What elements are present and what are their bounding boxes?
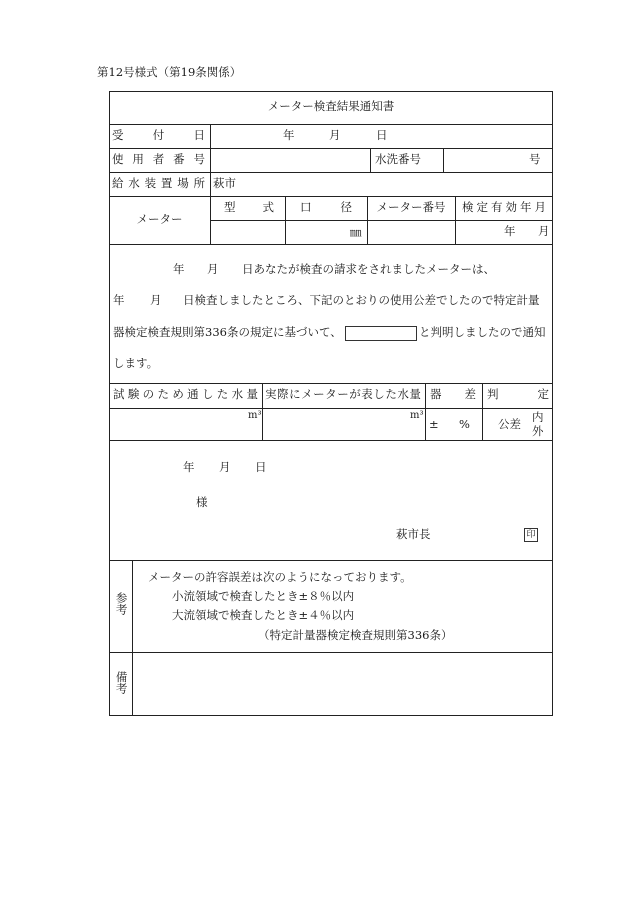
error-sign: ±	[429, 417, 439, 431]
label-char: タ	[325, 387, 337, 401]
label-char: た	[216, 387, 229, 401]
label-char: 差	[464, 387, 476, 401]
receipt-label	[112, 130, 205, 142]
rule-after-user-number	[109, 172, 553, 173]
label-char: 験	[127, 387, 140, 401]
notice-line3-start: 器検定検査規則第336条の規定に基づいて、	[113, 325, 342, 339]
flush-number-suffix: 号	[529, 152, 541, 166]
user-number-label	[112, 154, 205, 166]
label-char: 号	[193, 152, 205, 166]
rule-flush-label-right	[443, 148, 444, 172]
label-char: 口	[300, 200, 312, 214]
form-number: 第12号様式（第19条関係）	[97, 65, 242, 79]
label-char: 効	[505, 200, 517, 214]
rule-results-col-3	[482, 383, 483, 440]
flush-number-label: 水洗番号	[375, 152, 421, 166]
test-volume-unit: m³	[248, 410, 262, 421]
notice-line4: します。	[113, 356, 159, 370]
judgment-inside: 内	[532, 410, 544, 424]
notice-line1-month: 月	[207, 262, 219, 276]
label-char: 器	[430, 387, 442, 401]
label-char: 判	[487, 387, 499, 401]
receipt-day: 日	[376, 128, 388, 142]
rule-meter-col-3	[455, 196, 456, 244]
rule-after-results-values	[109, 440, 553, 441]
label-char: 水	[231, 387, 244, 401]
rule-meter-mid	[210, 220, 553, 221]
label-char: 定	[537, 387, 549, 401]
label-char: 所	[193, 176, 205, 190]
label-char: に	[289, 387, 301, 401]
location-value: 萩市	[213, 176, 236, 190]
meter-diameter-header	[300, 202, 352, 214]
error-header	[430, 389, 476, 401]
rule-after-location	[109, 196, 553, 197]
label-char: 日	[193, 128, 205, 142]
test-volume-header	[113, 389, 258, 401]
rule-results-col-2	[425, 383, 426, 440]
rule-after-receipt	[109, 148, 553, 149]
issue-year: 年	[183, 460, 195, 474]
judgment-header	[487, 389, 549, 401]
meter-diameter-unit: ㎜	[350, 225, 362, 239]
notice-line1-text: 日あなたが検査の請求をされましたメーターは、	[242, 262, 495, 276]
label-char: が	[349, 387, 361, 401]
rule-after-meter	[109, 244, 553, 245]
label-char: め	[172, 387, 184, 401]
receipt-month: 月	[329, 128, 341, 142]
label-char: 通	[187, 387, 199, 401]
rule-after-issue	[109, 560, 553, 561]
notice-line2-text: 日検査しましたところ、下記のとおりの使用公差でしたので特定計量	[183, 293, 540, 307]
meter-volume-unit: m³	[410, 410, 424, 421]
reference-line: メーターの許容誤差は次のようになっております。	[148, 570, 412, 584]
label-char: 式	[262, 200, 274, 214]
label-char: 装	[144, 176, 157, 190]
issuer-name: 萩市長	[396, 527, 431, 541]
judgment-outside: 外	[532, 424, 544, 438]
label-char: 有	[491, 200, 503, 214]
label-char: 置	[160, 176, 173, 190]
label-char: 用	[132, 152, 144, 166]
label-char: 試	[113, 387, 125, 401]
reference-label: 参考	[114, 592, 129, 615]
label-char: 使	[112, 152, 124, 166]
label-char: 場	[177, 176, 189, 190]
rule-meter-col-1	[285, 196, 286, 244]
rule-results-col-1	[262, 383, 263, 440]
label-char: 番	[173, 152, 185, 166]
meter-number-header: メーター番号	[376, 200, 446, 214]
notice-line1-year: 年	[173, 262, 185, 276]
remarks-label: 備考	[114, 671, 129, 694]
label-char: ー	[337, 387, 349, 401]
rule-after-reference	[109, 652, 553, 653]
label-char: 月	[534, 200, 546, 214]
label-char: 定	[476, 200, 488, 214]
label-char: 水	[397, 387, 409, 401]
meter-valid-until-header	[462, 202, 546, 214]
notice-line2-month: 月	[150, 293, 162, 307]
location-label	[112, 178, 205, 190]
meter-label: メーター	[136, 212, 183, 226]
label-char: し	[373, 387, 385, 401]
notice-line3-end: と判明しましたので通知	[419, 325, 546, 339]
form-title: メーター検査結果通知書	[267, 99, 395, 113]
label-char: メ	[301, 387, 313, 401]
meter-volume-header	[265, 389, 421, 401]
meter-valid-year: 年	[504, 224, 516, 238]
result-fill-box	[345, 326, 417, 341]
rule-after-title	[109, 124, 553, 125]
label-char: 受	[112, 128, 124, 142]
rule-side-label-column	[132, 560, 133, 716]
reference-line: 大流領域で検査したとき±４％以内	[172, 608, 355, 622]
meter-valid-month: 月	[538, 224, 550, 238]
error-unit: %	[459, 417, 470, 431]
label-char: 量	[409, 387, 421, 401]
label-char: た	[385, 387, 397, 401]
rule-after-results-header	[109, 408, 553, 409]
label-char: 表	[361, 387, 373, 401]
notice-line2-year: 年	[113, 293, 125, 307]
issue-day: 日	[255, 460, 267, 474]
label-char: 径	[340, 200, 352, 214]
tolerance-label: 公差	[498, 417, 521, 431]
receipt-year: 年	[283, 128, 295, 142]
label-char: 検	[462, 200, 474, 214]
label-char: 年	[520, 200, 532, 214]
label-char: 付	[152, 128, 165, 142]
addressee-suffix: 様	[196, 495, 208, 509]
label-char: し	[201, 387, 214, 401]
label-char: 給	[112, 176, 124, 190]
label-char: 際	[277, 387, 289, 401]
label-char: 量	[246, 387, 258, 401]
label-char: 型	[224, 200, 236, 214]
seal-mark-icon: 印	[524, 528, 538, 542]
reference-line: 小流領域で検査したとき±８％以内	[172, 589, 355, 603]
meter-model-header	[224, 202, 274, 214]
rule-flush-label-left	[370, 148, 371, 172]
rule-after-notice	[109, 383, 553, 384]
label-char: の	[142, 387, 155, 401]
label-char: た	[157, 387, 169, 401]
reference-line: （特定計量器検定検査規則第336条）	[258, 628, 453, 642]
label-char: 水	[128, 176, 140, 190]
issue-month: 月	[219, 460, 231, 474]
label-char: 実	[265, 387, 277, 401]
label-char: 者	[152, 152, 165, 166]
label-char: ー	[313, 387, 325, 401]
rule-label-column	[210, 124, 211, 244]
